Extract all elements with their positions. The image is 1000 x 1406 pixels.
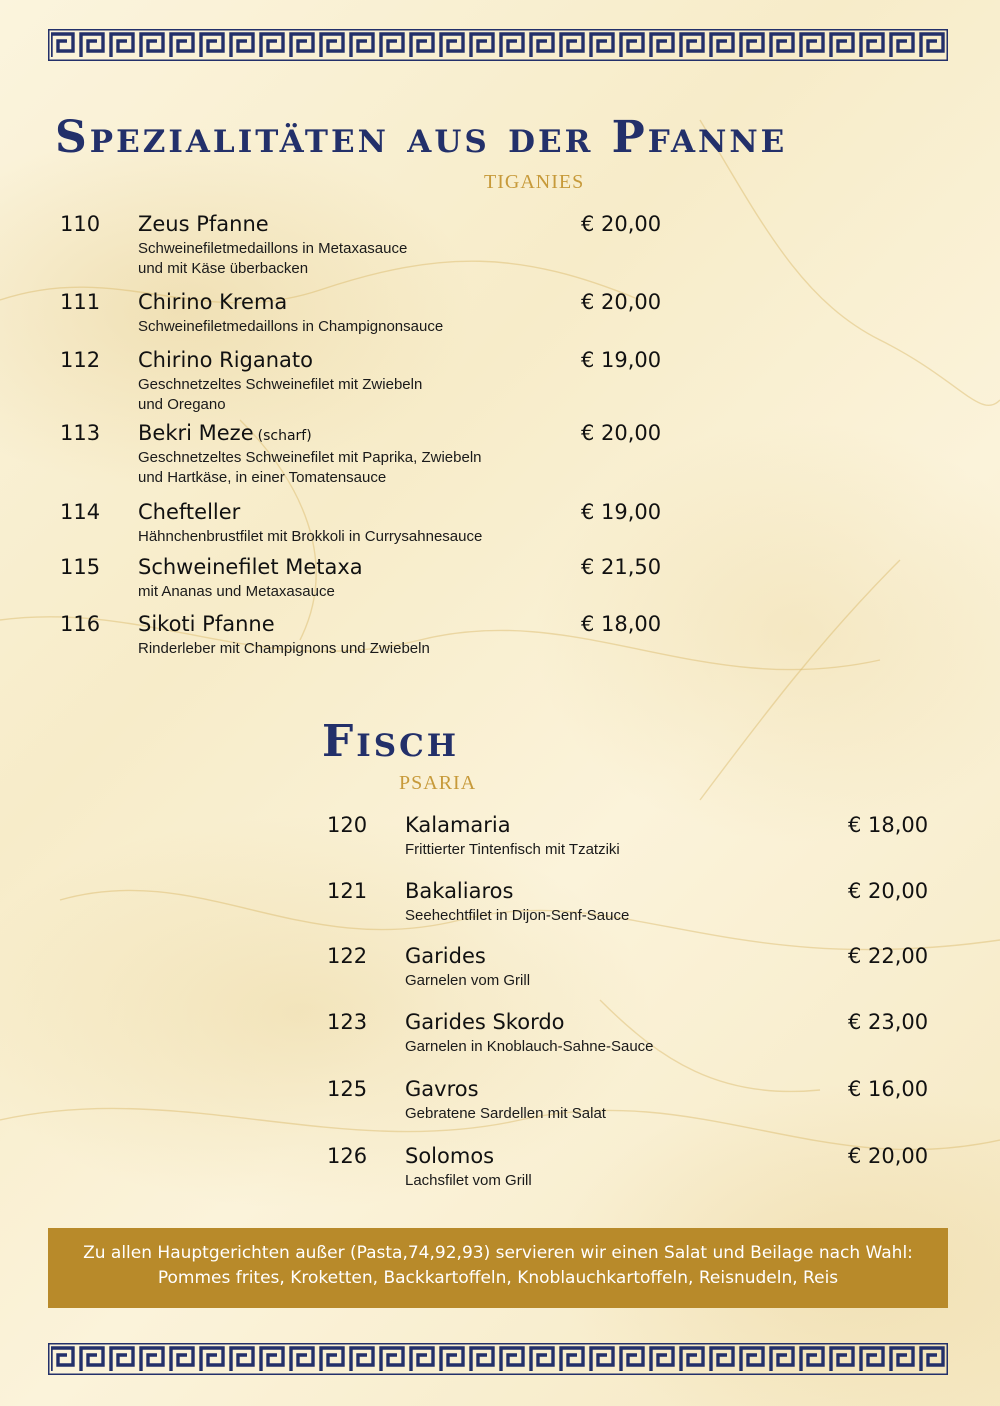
item-price: € 23,00 xyxy=(848,1010,929,1034)
item-description: Geschnetzeltes Schweinefilet mit Zwiebeln und Oregano xyxy=(138,376,423,413)
item-number: 125 xyxy=(327,1077,368,1101)
item-description: Rinderleber mit Champignons und Zwiebeln xyxy=(138,640,430,657)
menu-item xyxy=(60,421,670,486)
item-name: Sikoti Pfanne xyxy=(138,612,275,636)
item-description: Geschnetzeltes Schweinefilet mit Paprika, Zwiebeln und Hartkäse, in einer Tomatensauce xyxy=(138,449,482,486)
item-description: Gebratene Sardellen mit Salat xyxy=(405,1105,606,1122)
menu-item xyxy=(60,612,670,662)
menu-item xyxy=(60,212,670,277)
item-name: Zeus Pfanne xyxy=(138,212,269,236)
item-name: Garides xyxy=(405,944,486,968)
item-number: 115 xyxy=(60,555,101,579)
menu-item xyxy=(327,879,937,929)
item-description: Seehechtfilet in Dijon-Senf-Sauce xyxy=(405,907,630,924)
notice-line-2: Pommes frites, Kroketten, Backkartoffeln, Knoblauchkartoffeln, Reisnudeln, Reis xyxy=(157,1268,839,1288)
item-price: € 20,00 xyxy=(581,421,662,445)
menu-item xyxy=(60,348,670,413)
item-price: € 22,00 xyxy=(848,944,929,968)
menu-item xyxy=(60,290,670,340)
item-price: € 20,00 xyxy=(848,1144,929,1168)
section-title-pfanne: Spezialitäten aus der Pfanne xyxy=(55,112,788,163)
item-description: Schweinefiletmedaillons in Champignonsauce xyxy=(138,318,444,335)
notice-line-1: Zu allen Hauptgerichten außer (Pasta,74,92,93) servieren wir einen Salat und Beilage nach Wahl: xyxy=(83,1243,913,1263)
item-number: 110 xyxy=(60,212,101,236)
item-number: 111 xyxy=(60,290,101,314)
menu-item xyxy=(327,1077,937,1127)
item-name: Schweinefilet Metaxa xyxy=(138,555,363,579)
item-name xyxy=(138,421,312,445)
item-number: 113 xyxy=(60,421,101,445)
side-dish-notice xyxy=(48,1228,948,1308)
menu-item xyxy=(60,500,670,550)
section-subtitle-tiganies: TIGANIES xyxy=(484,171,585,193)
item-price: € 16,00 xyxy=(848,1077,929,1101)
greek-key-border-bottom xyxy=(48,1343,948,1375)
item-number: 121 xyxy=(327,879,368,903)
item-price: € 20,00 xyxy=(848,879,929,903)
item-number: 114 xyxy=(60,500,101,524)
item-name: Gavros xyxy=(405,1077,479,1101)
item-name: Chefteller xyxy=(138,500,241,524)
item-name: Solomos xyxy=(405,1144,495,1168)
menu-item xyxy=(327,813,937,863)
item-number: 122 xyxy=(327,944,368,968)
item-number: 120 xyxy=(327,813,368,837)
item-description: Garnelen in Knoblauch-Sahne-Sauce xyxy=(405,1038,654,1055)
item-description: Lachsfilet vom Grill xyxy=(405,1172,532,1189)
greek-key-border-top xyxy=(48,29,948,61)
menu-item xyxy=(327,1010,937,1060)
item-price: € 19,00 xyxy=(581,348,662,372)
item-price: € 18,00 xyxy=(848,813,929,837)
item-description: mit Ananas und Metaxasauce xyxy=(138,583,335,600)
item-number: 123 xyxy=(327,1010,368,1034)
item-price: € 21,50 xyxy=(581,555,662,579)
menu-item xyxy=(327,944,937,994)
menu-item xyxy=(60,555,670,605)
item-number: 116 xyxy=(60,612,101,636)
item-price: € 19,00 xyxy=(581,500,662,524)
item-name: Bakaliaros xyxy=(405,879,514,903)
item-name: Kalamaria xyxy=(405,813,511,837)
item-name: Chirino Krema xyxy=(138,290,288,314)
item-description: Frittierter Tintenfisch mit Tzatziki xyxy=(405,841,620,858)
section-title-fisch: Fisch xyxy=(322,716,460,767)
item-number: 112 xyxy=(60,348,101,372)
item-price: € 18,00 xyxy=(581,612,662,636)
item-name: Chirino Riganato xyxy=(138,348,313,372)
item-description: Garnelen vom Grill xyxy=(405,972,531,989)
item-description: Schweinefiletmedaillons in Metaxasauce und mit Käse überbacken xyxy=(138,240,408,277)
item-description: Hähnchenbrustfilet mit Brokkoli in Currysahnesauce xyxy=(138,528,483,545)
item-price: € 20,00 xyxy=(581,212,662,236)
item-price: € 20,00 xyxy=(581,290,662,314)
section-subtitle-psaria: PSARIA xyxy=(399,772,477,794)
item-note: (scharf) xyxy=(257,428,312,444)
item-name: Garides Skordo xyxy=(405,1010,565,1034)
menu-item xyxy=(327,1144,937,1194)
item-number: 126 xyxy=(327,1144,368,1168)
item-name-text: Bekri Meze xyxy=(138,421,254,445)
